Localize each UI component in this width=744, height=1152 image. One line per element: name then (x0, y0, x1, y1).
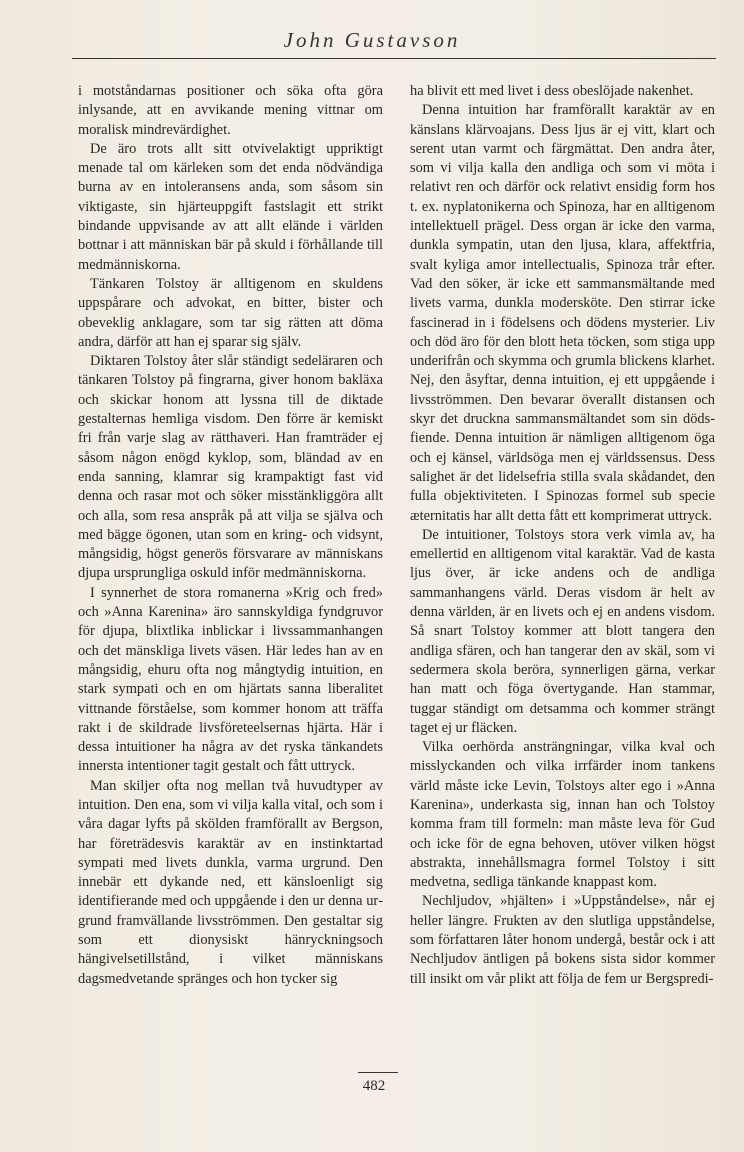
paragraph: ha blivit ett med livet i dess obeslöjade nakenhet. (410, 83, 694, 99)
footer-rule (358, 1072, 398, 1073)
paragraph: De äro trots allt sitt otvivelaktigt uppriktigt menade tal om kärleken som det enda nödvändiga burna av en intoleransens anda, som såsom sin viktigaste, sin hjärteuppgift fastslagit ett strikt bindande uppvisande av att allt elände i världen bottnar i att människan bär på skuld i förhållande till medmänniskorna. (78, 140, 383, 273)
page-number: 482 (362, 1078, 386, 1094)
paragraph: I synnerhet de stora romanerna »Krig och fred» och »Anna Karenina» äro sannskyldiga fyndgruvor för djupa, blixtlika inblickar i livssammanhangen och det mänskliga livets väsen. Här ledes han av en mångsidig, ehuru ofta nog mångtydig intuition, en stark sympati och en om hjärtats sanna liberalitet vittnande förståelse, som kommer honom att träffa rakt i de skildrade livsföreteelsernas hjärta. Här i dessa intuitioner ha några av det ryska tänkandets innersta intentioner tagit gestalt och fått uttryck. (78, 584, 383, 775)
right-column (410, 82, 715, 989)
paragraph: Denna intuition har framförallt karaktär av en känslans klärvoajans. Dess ljus är ej vitt, klart och serent utan varmt och färgmättat. Den andra åter, som vi vilja kalla den andliga och som vi möta i relativt ren och därför ock relativt ensidig form hos t. ex. nyplatonikerna och Spinoza, har en alltigenom intellektuell prägel. Dess organ är icke den varma, dunkla sympatin, utan den ljusa, klara, affektfria, svalt kyliga amor intellectualis, Spinoza trår efter. Vad den söker, är icke ett sammansmältande med livets varma, dunkla modersköte. Den stirrar icke fascinerad in i födelsens och dödens mysterier. Liv och död äro för den blott heta töcken, som stiga upp underifrån och skymma och grumla blickens klarhet. Nej, den åsyftar, denna intuition, ej ett uppgående i livsströmmen. Den bevarar överallt distansen och skyr det druckna sammansmältandet som sin dödsfiende. Denna intuition är nämligen alltigenom öga och ej känsel, världsöga men ej världssensus. Dess salighet är det lidelsefria stilla svala skådandet, den fulla objektiviteten. I Spinozas formel sub specie æternitatis har allt detta fått ett komprimerat uttryck. (410, 102, 715, 524)
paragraph: Tänkaren Tolstoy är alltigenom en skuldens uppspårare och advokat, en bitter, bister och obeveklig anklagare, som tar sig rätten att döma andra, därför att han ej sparar sig själv. (78, 275, 383, 350)
header-rule (72, 58, 716, 59)
paragraph: Man skiljer ofta nog mellan två huvudtyper av intuition. Den ena, som vi vilja kalla vital, och som i våra dagar lyfts på skölden framförallt av Bergson, har företrädesvis karaktär av en instinktartad sympati med livets dunkla, varma urgrund. Den innebär ett dykande ned, ett känsloenligt sig identifierande med och uppgående i den ur denna urgrund framvällande livsströmmen. Den gestaltar sig som ett dionysiskt hänryckningsoch hängivelsetillstånd, i vilket människans dagsmedvetande spränges och hon tycker sig (78, 777, 383, 987)
paragraph: Vilka oerhörda ansträngningar, vilka kval och misslyckanden och vilka irrfärder inom tankens värld måste icke Levin, Tolstoys alter ego i »Anna Karenina», underkasta sig, innan han och Tolstoy komma fram till formeln: man måste leva för Gud och icke för de egna behoven, utöver vilken högst abstrakta, innehållsmagra formel Tolstoy i sitt medvetna, sedliga tänkande knappast kom. (410, 739, 715, 891)
paragraph: Nechljudov, »hjälten» i »Uppståndelse», når ej heller längre. Frukten av den slutliga uppståndelse, som författaren låter honom undergå, består ock i att Nechljudov äntligen på bokens sista sidor kommer till insikt om vår plikt att följa de fem ur Bergspredi- (410, 893, 715, 987)
paragraph: i motståndarnas positioner och söka ofta göra inlysande, att en avvikande mening vittnar om moralisk mindrevärdighet. (78, 83, 383, 138)
running-header-author: John Gustavson (283, 28, 461, 52)
left-column (78, 82, 383, 989)
paragraph: Diktaren Tolstoy åter slår ständigt sedeläraren och tänkaren Tolstoy på fingrarna, giver honom bakläxa och skickar honom att lyssna till de diktade gestalternas hemliga visdom. Den förre är kemiskt fri från varje slag av rätthaveri. Han framträder ej såsom någon enögd kyklop, som, bländad av en enda sanning, klamrar sig krampaktigt fast vid denna och rasar mot och söker misstänkliggöra allt och alla, som resa anspråk på att vilja se själva och med bägge ögonen, utan som en kring- och vidsynt, mångsidig, högst generös försvarare av människans djupa ursprungliga oskuld inför medmänniskorna. (78, 353, 383, 582)
paragraph: De intuitioner, Tolstoys stora verk vimla av, ha emellertid en alltigenom vital karaktär. Vad de kasta ljus över, är icke andens och de andliga sammanhangens värld. Deras visdom är helt av denna världen, är en livets och ej en andens visdom. Så snart Tolstoy kommer att blott tangera den andliga sfären, och han tangerar den av skäl, som vi sedermera skola beröra, synnerligen gärna, verkar han matt och föga övertygande. Han stammar, tuggar ständigt om detsamma och kommer strängt taget ej ur fläcken. (410, 526, 715, 736)
